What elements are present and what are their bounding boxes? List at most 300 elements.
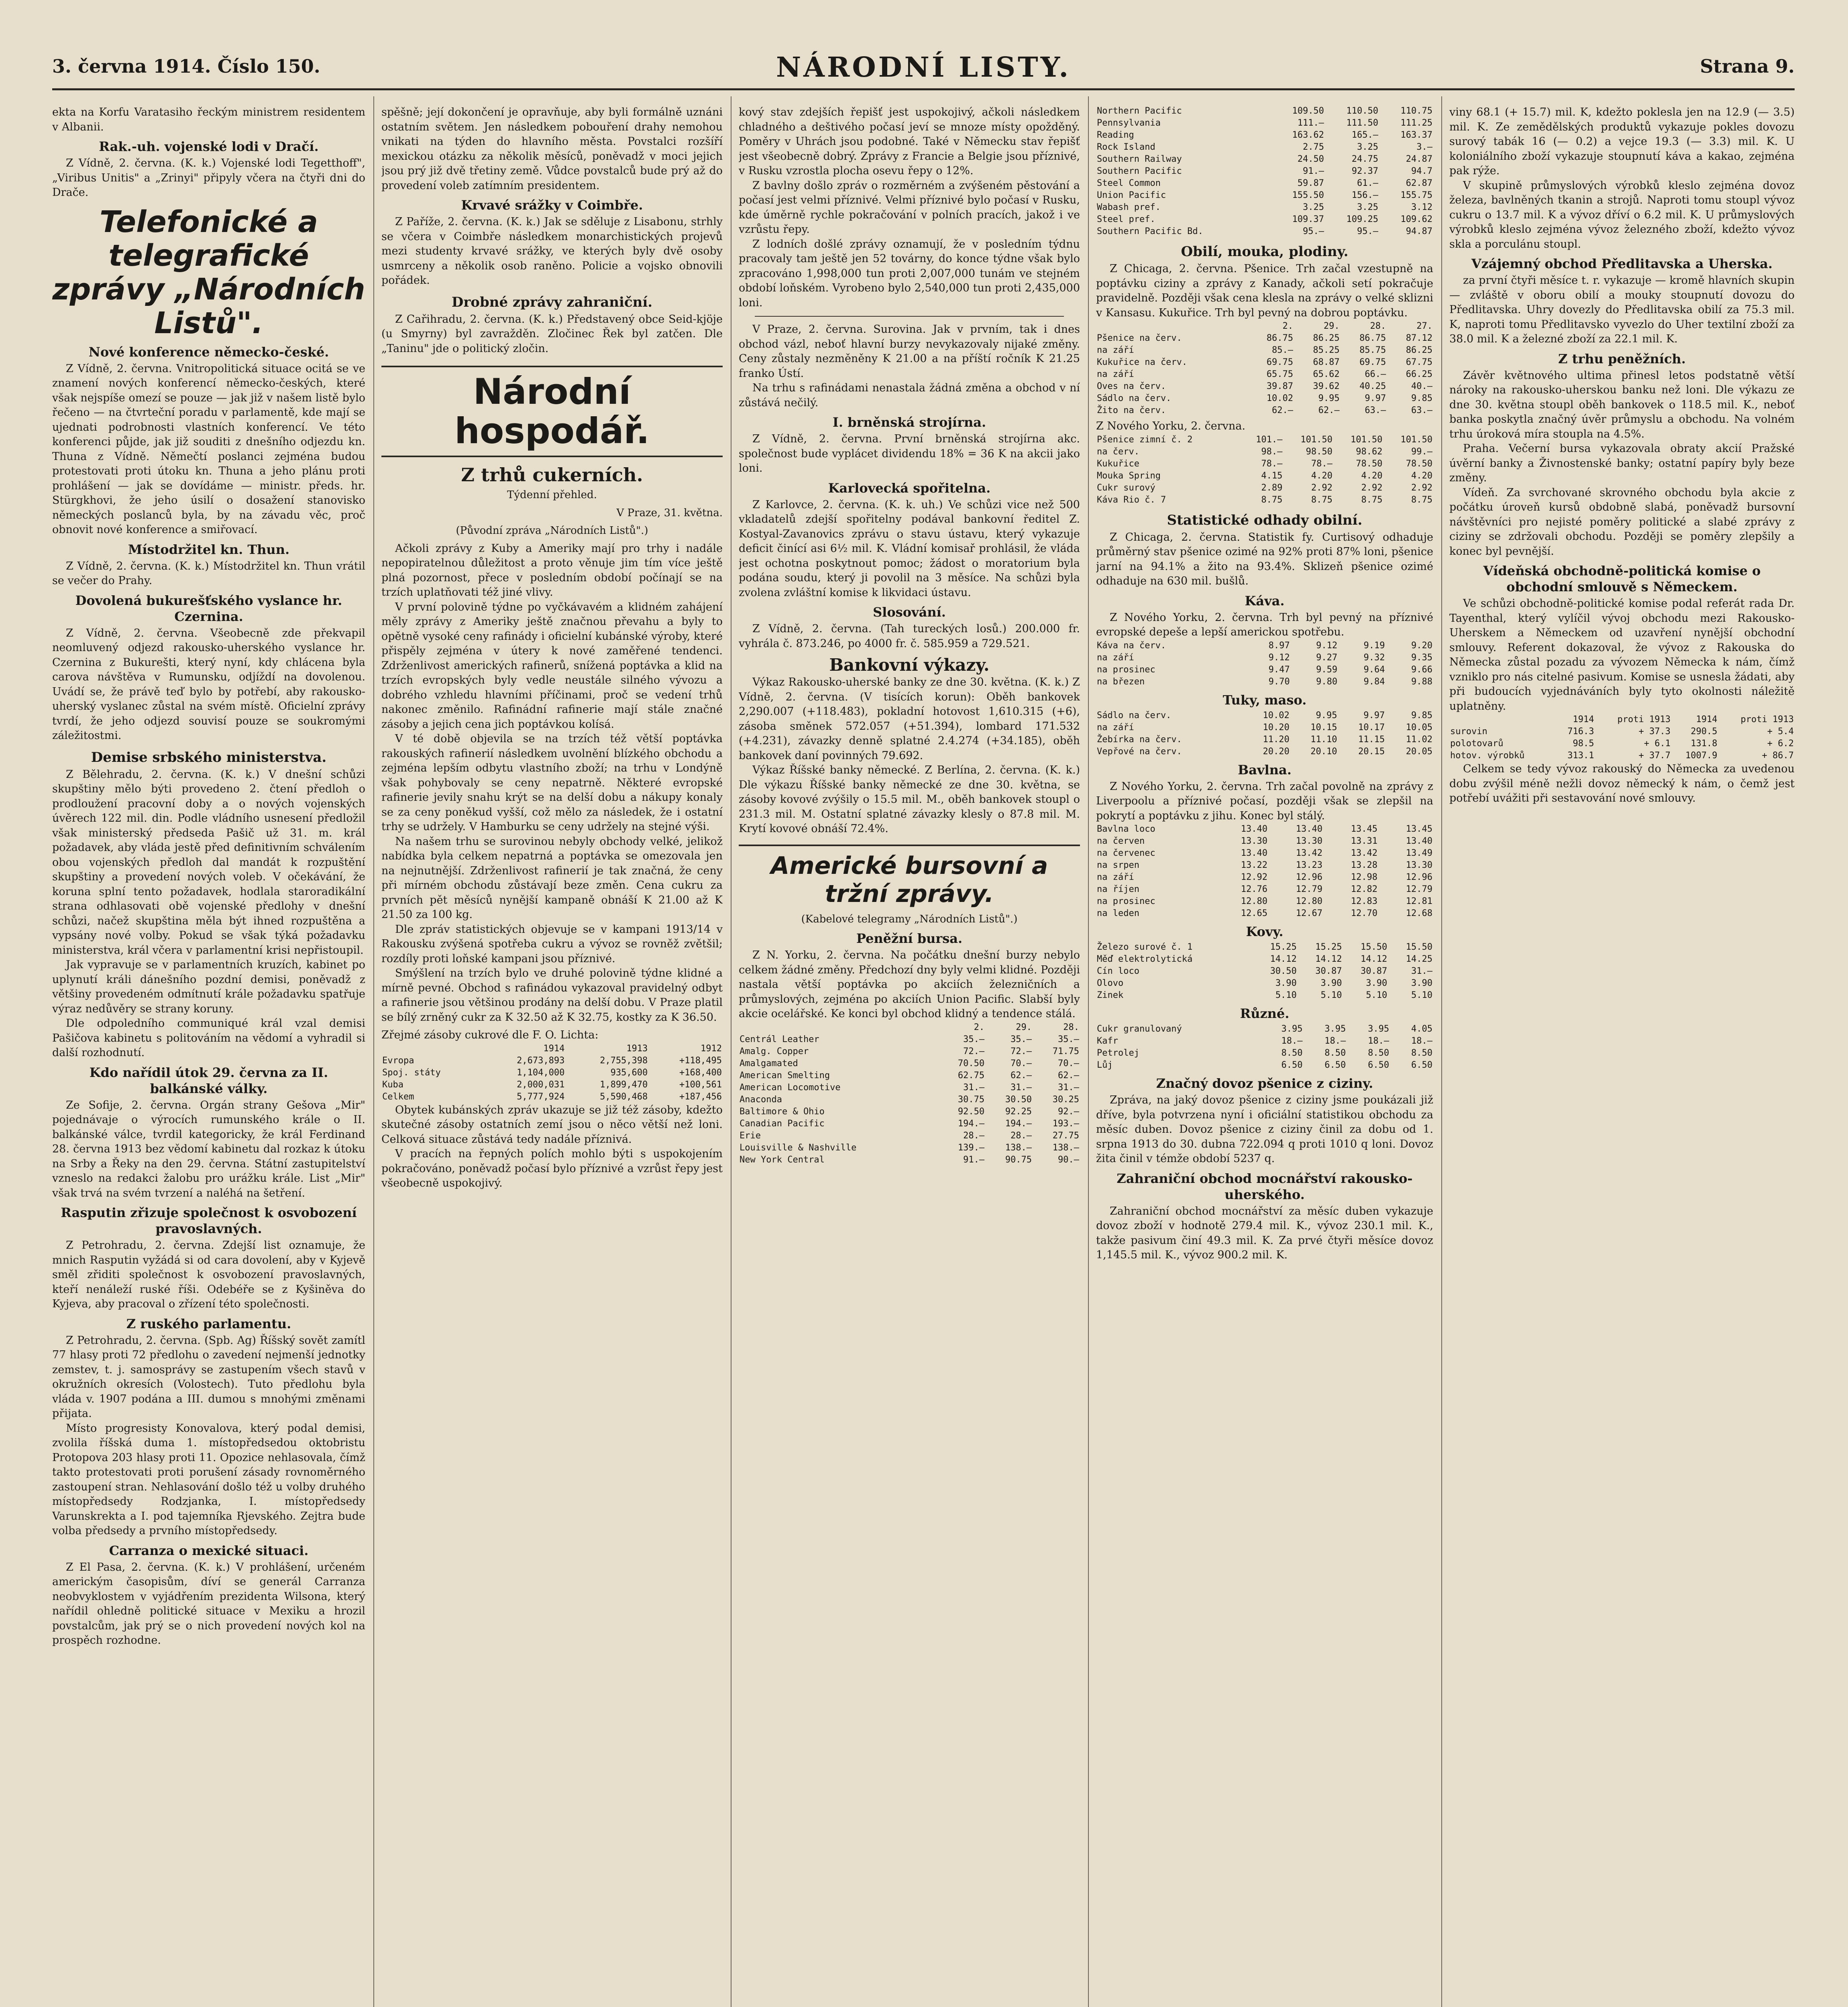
article-text: Z Vídně, 2. června. (Tah tureckých losů.) 200.000 fr. vyhrála č. 873.246, po 4000 fr. č. 585.959 a 729.521. <box>739 623 1080 650</box>
column-2 <box>381 105 723 2007</box>
cell-value: 163.62 <box>1292 130 1324 140</box>
table-row <box>1096 989 1433 1001</box>
row-label: Káva na červ. <box>1097 640 1166 651</box>
cell-value: 40.25 <box>1359 381 1386 391</box>
cell-value: 101.50 <box>1400 434 1432 445</box>
sugar-stock-table <box>381 1043 723 1103</box>
cell-value: 1,899,470 <box>600 1079 648 1090</box>
article-heading: Carranza o mexické situaci. <box>109 1543 309 1558</box>
table-row <box>1096 470 1433 482</box>
cell-value: 194.— <box>1005 1118 1032 1129</box>
row-label: na září <box>1097 722 1134 733</box>
cell-value: 139.— <box>958 1142 985 1153</box>
cell-value: 20.15 <box>1358 746 1385 757</box>
article-text: Z Bělehradu, 2. června. (K. k.) V dnešní schůzi skupštiny mělo býti provedeno 2. čtení předloh o prodloužení pracovní doby a o nových vojenských úvěrech 122 mil. din. Podle vládního usnesení předložil však ministerský předseda Pašič už 31. m. král požadavek, aby vláda jestě před definitivním schválením obou vojenských předloh dal mandát k rozpuštění skupštiny a provedení nových voleb. V očekávání, že koruna splní tento požadavek, hodlala staroradikální strana odhlasovati obě vojenské předlohy v dnešní schůzi, načež skupština měla být ihned rozpuštěna a vypsány nové volby. Pokud se však týká požadavku ministerstva, král včera v parlamentní krisi nepřistoupil. <box>52 768 365 957</box>
row-label: Kafr <box>1097 1036 1118 1046</box>
table-row <box>1096 953 1433 965</box>
cell-value: 9.47 <box>1268 664 1290 675</box>
cell-value: 31.— <box>1011 1082 1032 1093</box>
table-row <box>1096 652 1433 664</box>
row-label: hotov. výrobků <box>1450 751 1525 761</box>
cell-value: 11.20 <box>1263 734 1290 745</box>
cell-value: 29. <box>1323 321 1340 331</box>
lard-meat-prices-table <box>1096 710 1433 758</box>
article-heading: Demise srbského ministerstva. <box>91 749 327 765</box>
cell-value: 20.10 <box>1310 746 1337 757</box>
cell-value: 98.— <box>1261 446 1283 457</box>
newspaper-title: NÁRODNÍ LISTY. <box>776 51 1071 83</box>
cell-value: 1007.9 <box>1685 751 1718 761</box>
cell-value: 3.12 <box>1411 202 1432 212</box>
table-row <box>739 1070 1080 1082</box>
article-text: za první čtyři měsíce t. r. vykazuje — kromě hlavních skupin — zvláště v oboru obilí a mouky stoupnutí dovozu do Předlitavska. Uhry dovezly do Předlitavska obilí za 75.3 mil. K, naproti tomu Předlitavsko vyvezlo do Uher textilní zboží za 38.0 mil. K a železné zboží za 22.1 mil. K. <box>1449 274 1795 345</box>
cell-value: 62.87 <box>1406 178 1432 188</box>
cell-value: 72.— <box>1011 1046 1032 1056</box>
article-heading: Drobné zprávy zahraniční. <box>451 294 653 310</box>
cell-value: 92.37 <box>1351 166 1378 176</box>
source-note: (Kabelové telegramy „Národních Listů".) <box>801 913 1018 925</box>
article-text: Celkem se tedy vývoz rakouský do Německa za uvedenou dobu zvýšil méně nežli dovoz německý k nám, o čemž jest potřebí uvážiti při sestavování nové smlouvy. <box>1449 763 1795 804</box>
cell-value: 2.92 <box>1361 482 1383 493</box>
row-label: Louisville & Nashville <box>740 1142 857 1153</box>
article-heading: Statistické odhady obilní. <box>1167 512 1363 528</box>
cell-value: 9.66 <box>1411 664 1432 675</box>
cell-value: 2. <box>974 1022 985 1032</box>
cell-value: 2,000,031 <box>517 1079 565 1090</box>
article-text: Z Chicaga, 2. června. Pšenice. Trh začal vzestupně na poptávku ciziny a zprávy z Kanady, ačkoli setí pokračuje pravidelně. Později však cena klesla na zprávy o velké sklizni v Kansasu. Kukuřice. Trh byl pevný na dobrou poptávku. <box>1096 263 1433 319</box>
cell-value: 12.65 <box>1241 908 1267 918</box>
cell-value: 78.— <box>1311 458 1333 469</box>
row-label: na srpen <box>1097 860 1139 870</box>
cell-value: 18.— <box>1324 1036 1346 1046</box>
cell-value: 12.70 <box>1351 908 1377 918</box>
row-label: Žebírka na červ. <box>1097 734 1182 745</box>
cell-value: 8.50 <box>1281 1048 1303 1058</box>
cell-value: 40.— <box>1411 381 1432 391</box>
cell-value: 12.81 <box>1406 896 1432 906</box>
table-row <box>381 1091 723 1103</box>
cell-value: 13.42 <box>1296 848 1322 858</box>
cell-value: 3.90 <box>1275 978 1297 988</box>
cell-value: 10.20 <box>1263 722 1290 733</box>
cell-value: 9.95 <box>1316 710 1337 721</box>
cell-value: 313.1 <box>1567 751 1594 761</box>
cell-value: 101.50 <box>1300 434 1333 445</box>
article-text: V pracích na řepných polích mohlo býti s uspokojením pokračováno, poněvadž počasí bylo příznivé a vzrůst řepy jest všeobecně uspokojivý. <box>381 1148 723 1189</box>
article-heading: Bavlna. <box>1238 762 1292 778</box>
railway-quotes-table <box>1096 105 1433 238</box>
table-row <box>1096 859 1433 871</box>
cell-value: 13.23 <box>1296 860 1322 870</box>
row-label: American Smelting <box>740 1070 830 1081</box>
cell-value: 9.85 <box>1411 393 1432 403</box>
table-row <box>1096 746 1433 758</box>
cell-value: 109.25 <box>1346 214 1378 224</box>
table-row <box>1096 734 1433 746</box>
article-text: Z N. Yorku, 2. června. Na počátku dnešní burzy nebylo celkem žádné změny. Předchozí dny byly velmi klidné. Později nastala větší poptávka po akciích železničních a průmyslových, zejména po akciích Union Pacific. Slabší byly akcie ocelářské. Ke konci byl obchod klidný a tendence stálá. <box>739 949 1080 1020</box>
cell-value: 13.22 <box>1241 860 1267 870</box>
cell-value: 8.75 <box>1311 495 1333 505</box>
table-row <box>1096 214 1433 226</box>
cell-value: 10.02 <box>1266 393 1294 403</box>
table-row <box>1096 710 1433 722</box>
table-row <box>1096 129 1433 141</box>
article-text: Praha. Večerní bursa vykazovala obraty akcií Pražské úvěrní banky a Živnostenské banky; ostatní papíry byly beze změny. <box>1449 442 1795 484</box>
cell-value: 31.— <box>1058 1082 1079 1093</box>
row-label: Steel pref. <box>1097 214 1155 224</box>
cell-value: 13.42 <box>1351 848 1377 858</box>
article-heading: Z trhů cukerních. <box>461 464 643 486</box>
row-label: Železo surové č. 1 <box>1097 942 1193 952</box>
table-row <box>1096 494 1433 506</box>
article-heading: Vzájemný obchod Předlitavska a Uherska. <box>1471 256 1773 271</box>
article-text: V Praze, 2. června. Surovina. Jak v prvním, tak i dnes obchod vázl, neboť hlavní burzy nevykazovaly nijaké změny. Ceny zůstaly nezměněny K 21.00 a na příští ročník K 21.25 franko Ústí. <box>739 323 1080 380</box>
cell-value: 12.76 <box>1241 884 1267 894</box>
table-row <box>1096 381 1433 393</box>
cell-value: 27. <box>1416 321 1432 331</box>
cell-value: 87.12 <box>1406 333 1432 343</box>
cell-value: 9.12 <box>1316 640 1338 651</box>
cell-value: 1913 <box>626 1043 648 1054</box>
table-row <box>1096 977 1433 989</box>
row-label: Wabash pref. <box>1097 202 1161 212</box>
table-row <box>1096 446 1433 458</box>
cell-value: 5.10 <box>1320 990 1342 1000</box>
cell-value: 62.— <box>1272 405 1294 415</box>
cell-value: 71.75 <box>1052 1046 1079 1056</box>
cell-value: 91.— <box>963 1154 985 1165</box>
cell-value: 3.— <box>1416 142 1432 152</box>
cell-value: 8.75 <box>1261 495 1283 505</box>
cell-value: 31.— <box>963 1082 985 1093</box>
cell-value: 110.50 <box>1346 106 1378 116</box>
row-label: polotovarů <box>1450 739 1504 749</box>
cell-value: 65.62 <box>1313 369 1340 379</box>
table-row <box>1096 189 1433 202</box>
section-banner: Národní hospodář. <box>381 366 723 457</box>
row-label: American Locomotive <box>740 1082 841 1093</box>
cell-value: 65.75 <box>1266 369 1294 379</box>
row-label: Cukr granulovaný <box>1097 1024 1182 1034</box>
cell-value: 31.— <box>1411 966 1432 976</box>
table-row <box>1096 1047 1433 1059</box>
cotton-prices-table <box>1096 823 1433 920</box>
article-heading: Krvavé srážky v Coimbře. <box>461 197 643 213</box>
table-row <box>1096 141 1433 153</box>
cell-value: 14.12 <box>1270 954 1297 964</box>
table-row <box>1096 1059 1433 1071</box>
cell-value: 39.62 <box>1313 381 1340 391</box>
article-text: spěšně; její dokončení je opravňuje, aby byli formálně uznáni ostatním světem. Jen následkem pobouření drahy nemohou vnikati na týden do hlavního města. Povstalci rozšíří mexickou otázku za několik měsíců, poněvadž v moci jejich jsou prý již dvě třetiny země. Vůdce povstalců bude prý až do provedení voleb zatímním presidentem. <box>381 106 723 192</box>
row-label: Měď elektrolytická <box>1097 954 1193 964</box>
cell-value: 12.96 <box>1296 872 1322 882</box>
cell-value: 78.50 <box>1406 458 1432 469</box>
article-heading: Místodržitel kn. Thun. <box>128 541 290 557</box>
cell-value: + 5.4 <box>1767 727 1794 737</box>
article-text: Z Vídně, 2. června. (K. k.) Místodržitel kn. Thun vrátil se večer do Prahy. <box>52 560 365 587</box>
row-label: Olovo <box>1097 978 1124 988</box>
article-text: Z Vídně, 2. června. (K. k.) Vojenské lodi Tegetthoff", „Viribus Unitis" a „Zrinyi" připyly včera na čtyři dni do Drače. <box>52 157 365 199</box>
table-row <box>1096 344 1433 356</box>
cell-value: + 6.2 <box>1767 739 1794 749</box>
cell-value: 95.— <box>1302 226 1324 236</box>
article-text: Z Karlovce, 2. června. (K. k. uh.) Ve schůzi vice než 500 vkladatelů zdejší spořitelny podával bankovní ředitel Z. Kostyal-Zavanovics zprávu o stavu ústavu, který vykazuje deficit činící asi 6½ mil. K. Vládní komisař prohlásil, že vláda jest ochotna poskytnout pomoc; žádost o moratorium byla podána soudu, který ji povolil na 3 měsíce. Na schůzi byla zvolena zvláštní komise k likvidaci ústavu. <box>739 498 1080 599</box>
article-text: Výkaz Říšské banky německé. Z Berlína, 2. června. (K. k.) Dle výkazu Říšské banky německé ze dne 30. května, se zásoby kovové zvýšily o 15.5 mil. M., oběh bankovek stoupl o 231.3 mil. M. Ostatní splatné závazky klesly o 87.8 mil. M. Krytí kovové obnáší 72.4%. <box>739 764 1080 835</box>
cell-value: 69.75 <box>1266 357 1294 367</box>
article-text: Zahraniční obchod mocnářství za měsíc duben vykazuje dovoz zboží v hodnotě 279.4 mil. K., vývoz 230.1 mil. K., takže pasivum činí 49.3 mil. K. Za prvé čtyři měsíce dovoz 1,145.5 mil. K., vývoz 900.2 mil. K. <box>1096 1205 1433 1261</box>
row-label: Petrolej <box>1097 1048 1139 1058</box>
row-label: Canadian Pacific <box>740 1118 825 1129</box>
article-text: kový stav zdejších řepišť jest uspokojivý, ačkoli následkem chladného a deštivého počasí jeví se mnoze místy opožděný. Poměry v Uhrách jsou podobné. Také v Německu stav řepišť jest všeobecně dobrý. Zprávy z Francie a Belgie jsou příznivé, v Rusku vzrostla plocha osevu řepy o 12%. <box>739 106 1080 177</box>
cell-value: 6.50 <box>1411 1060 1432 1070</box>
row-label: na prosinec <box>1097 896 1155 906</box>
row-label: Lůj <box>1097 1060 1113 1070</box>
article-heading: Dovolená bukurešťského vyslance hr. Czernina. <box>75 592 342 624</box>
cell-value: 24.75 <box>1351 154 1378 164</box>
cell-value: 12.67 <box>1296 908 1322 918</box>
row-label: na červen <box>1097 836 1145 846</box>
row-label <box>1096 320 1247 332</box>
table-row <box>739 1154 1080 1166</box>
cell-value: 72.— <box>963 1046 985 1056</box>
article-text: Ačkoli zprávy z Kuby a Ameriky mají pro trhy i nadále nepopiratelnou důležitost a proto věnuje jim tím více ještě plná pozornost, přece v posledním období počínají se na trzích uplatňovati též jiné vlivy. <box>381 542 723 598</box>
table-row <box>1096 676 1433 688</box>
row-label: Reading <box>1097 130 1134 140</box>
table-row <box>1096 458 1433 470</box>
row-label: Mouka Spring <box>1097 470 1161 481</box>
row-label: Northern Pacific <box>1097 106 1182 116</box>
cell-value: 101.— <box>1256 434 1283 445</box>
table-row <box>739 1034 1080 1046</box>
cell-value: 11.15 <box>1358 734 1385 745</box>
article-text: Výkaz Rakousko-uherské banky ze dne 30. května. (K. k.) Z Vídně, 2. června. (V tisících korun): Oběh bankovek 2,290.007 (+118.483), pokladní hotovost 1,610.315 (+6), zásoba směnek 572.057 (+51.394), lombard 171.532 (+4.231), závazky denně splatné 2.4.274 (+34.185), oběh bankovek daní povinných 79.692. <box>739 676 1080 762</box>
misc-prices-table <box>1096 1023 1433 1071</box>
cell-value: 85.75 <box>1359 345 1386 355</box>
cell-value: 14.25 <box>1406 954 1432 964</box>
row-label: Žito na červ. <box>1097 405 1166 415</box>
issue-date: 3. června 1914. Číslo 150. <box>52 55 320 77</box>
cell-value: 13.30 <box>1406 860 1432 870</box>
table-header <box>739 1022 1080 1034</box>
cell-value: 5.10 <box>1411 990 1432 1000</box>
row-label: Sádlo na červ. <box>1097 393 1172 403</box>
article-text: Z Nového Yorku, 2. června. Trh byl pevný na příznivé evropské depeše a lepší americkou spotřebu. <box>1096 611 1433 638</box>
cell-value: 5,590,468 <box>600 1091 648 1102</box>
cell-value: 2.92 <box>1411 482 1432 493</box>
article-text: Z El Pasa, 2. června. (K. k.) V prohlášení, určeném americkým časopisům, díví se generál Carranza neobvyklostem v vyjádřením prezidenta Wilsona, který nařídil ohledně politické situace v Mexiku a hrozil povstalcům, jak prý se o nich provedení nových kol na prospěch rozhodne. <box>52 1561 365 1647</box>
article-text: viny 68.1 (+ 15.7) mil. K, kdežto poklesla jen na 12.9 (— 3.5) mil. K. Ze zemědělských produktů vykazuje pokles dovozu surový tabák 16 (— 0.2) a vejce 19.3 (— 3.3) mil. K. U koloniálního zboží vykazuje stoupnutí káva a kakao, zejména pak rýže. <box>1449 106 1795 177</box>
row-label: Cukr surový <box>1097 482 1155 493</box>
table-row <box>1096 908 1433 920</box>
cell-value: 13.31 <box>1351 836 1377 846</box>
cell-value: 10.05 <box>1406 722 1432 733</box>
cell-value: 98.50 <box>1306 446 1333 457</box>
cell-value: 86.25 <box>1313 333 1340 343</box>
table-row <box>739 1130 1080 1142</box>
cell-value: 90.— <box>1058 1154 1079 1165</box>
article-text: Z Vídně, 2. června. Všeobecně zde překvapil neomluvený odjezd rakousko-uherského vyslance hr. Czernina z Bukurešti, který nyní, kdy chlácena byla carova návštěva v Rumunsku, odjíždí na dovolenou. Uvádí se, že právě teď bylo by potřebí, aby rakousko-uherský vyslanec zůstal na svém místě. Oficielní zprávy tvrdí, že jeho odjezd souvisí pouze se soukromými záležitostmi. <box>52 627 365 742</box>
article-text: Z bavlny došlo zpráv o rozměrném a zvýšeném pěstování a počasí jest velmi příznivé. Velmi příznivé bylo počasí v Rusku, kde úměrně rychle pokračování v polních pracích, jakož i ve vzrůstu řepy. <box>739 179 1080 236</box>
article-heading: Rasputin zřizuje společnost k osvobození pravoslavných. <box>61 1205 357 1236</box>
cell-value: 98.5 <box>1573 739 1594 749</box>
cell-value: 35.— <box>963 1034 985 1044</box>
cell-value: 30.50 <box>1005 1094 1032 1105</box>
cell-value: 3.90 <box>1366 978 1388 988</box>
row-label: na září <box>1097 652 1134 663</box>
cell-value: 4.20 <box>1361 470 1383 481</box>
row-label: Vepřové na červ. <box>1097 746 1182 757</box>
table-row <box>381 1067 723 1079</box>
cell-value: 9.20 <box>1411 640 1432 651</box>
cell-value: 9.85 <box>1411 710 1432 721</box>
row-label: Zinek <box>1097 990 1124 1000</box>
cell-value: 28.— <box>1011 1130 1032 1141</box>
cell-value: 62.75 <box>958 1070 985 1081</box>
article-heading: Slosování. <box>873 605 946 620</box>
cell-value: 12.80 <box>1296 896 1322 906</box>
article-text: Z Paříže, 2. června. (K. k.) Jak se sděluje z Lisabonu, strhly se včera v Coimbře následkem monarchistických projevů mezi studenty krvavé srážky, ve kterých byly dvě osoby usmrceny a několik osob raněno. Policie a vojsko obnovili pořádek. <box>381 216 723 287</box>
cell-value: 9.97 <box>1365 393 1386 403</box>
new-york-prices-table <box>1096 434 1433 506</box>
cell-value: 111.50 <box>1346 118 1378 128</box>
table-header <box>381 1043 723 1055</box>
row-label: na září <box>1097 369 1134 379</box>
article-text: Závěr květnového ultima přinesl letos podstatně větší nároky na rakousko-uherskou banku než loni. Dle výkazu ze dne 30. května stoupl oběh bankovek o 118.5 mil. K., neboť banka poskytla značný úvěr průmyslu a obchodu. Na volném trhu úroková míra stoupla na 4.5%. <box>1449 369 1795 440</box>
article-text: V skupině průmyslových výrobků kleslo zejména dovoz železa, bavlněných tkanin a strojů. Naproti tomu stoupl vývoz cukru o 13.7 mil. K a vývoz dříví o 6.2 mil. K. U průmyslových výrobků kleslo zejména vývoz železného zboží, kdežto vývoz skla a porculánu stoupl. <box>1449 179 1795 250</box>
cell-value: 2,755,398 <box>600 1055 648 1066</box>
table-row <box>739 1118 1080 1130</box>
column-rule <box>1088 96 1089 2007</box>
cell-value: 5,777,924 <box>517 1091 565 1102</box>
article-text: Z Chicaga, 2. června. Statistik fy. Curtisový odhaduje průměrný stav pšenice ozimé na 92% proti 87% loni, pšenice jarní na 94.1% a žito na 93.4%. Sklizeň pšenice ozimé odhaduje na 630 mil. bušlů. <box>1096 531 1433 587</box>
cell-value: 8.50 <box>1368 1048 1390 1058</box>
row-label: Union Pacific <box>1097 190 1166 200</box>
row-label: Southern Pacific <box>1097 166 1182 176</box>
cell-value: 13.40 <box>1406 836 1432 846</box>
cell-value: 8.75 <box>1361 495 1383 505</box>
table-row <box>1096 640 1433 652</box>
cell-value: 86.75 <box>1359 333 1386 343</box>
cell-value: 9.12 <box>1268 652 1290 663</box>
source-note: (Původní zpráva „Národních Listů".) <box>456 525 648 537</box>
cell-value: 9.97 <box>1363 710 1385 721</box>
cell-value: 12.98 <box>1351 872 1377 882</box>
table-row <box>739 1082 1080 1094</box>
article-text: Z Cařihradu, 2. června. (K. k.) Představený obce Seid-kjöje (u Smyrny) byl zavražděn. Zločinec Řek byl zatčen. Dle „Taninu" jde o politický zločin. <box>381 313 723 355</box>
cell-value: 3.95 <box>1368 1024 1390 1034</box>
table-row <box>1096 847 1433 859</box>
table-row <box>1096 202 1433 214</box>
article-text: Ze Sofije, 2. června. Orgán strany Gešova „Mir" pojednávaje o výrocích rumunského krále o II. balkánské válce, tvrdil kategoricky, že král Ferdinand 28. června 1913 bez vědomí kabinetu dal rozkaz k útoku na Srby a Řeky na den 29. června. Státní zastupitelství vzneslo na redakci žalobu pro urážku krále. List „Mir" však trvá na svém tvrzení a naléhá na šetření. <box>52 1099 365 1199</box>
row-label: Cín loco <box>1097 966 1139 976</box>
divider <box>755 316 1064 317</box>
cell-value: 68.87 <box>1313 357 1340 367</box>
article-heading: Tuky, maso. <box>1222 692 1307 708</box>
cell-value: 62.— <box>1011 1070 1032 1081</box>
cell-value: 156.— <box>1351 190 1378 200</box>
article-heading: Z ruského parlamentu. <box>126 1316 291 1331</box>
cell-value: 99.— <box>1411 446 1432 457</box>
row-label: Pennsylvania <box>1097 118 1161 128</box>
table-row <box>1096 356 1433 368</box>
cell-value: 12.80 <box>1241 896 1267 906</box>
article-heading: Kovy. <box>1246 924 1284 939</box>
cell-value: 9.95 <box>1318 393 1340 403</box>
cell-value: 9.35 <box>1411 652 1432 663</box>
cell-value: 13.30 <box>1296 836 1322 846</box>
article-text: Vídeň. Za svrchované skrovného obchodu byla akcie z počátku úroveň kursů obdobně slabá, poněvadž bursovní návštěvníci pro nejisté poměry politické a slabé zprávy z ciziny se zdržovali obchodu. Později se poměry zlepšily a konec byl pevnější. <box>1449 486 1795 558</box>
cell-value: 9.70 <box>1268 676 1290 687</box>
cell-value: 98.62 <box>1356 446 1383 457</box>
article-text: V té době objevila se na trzích též větší poptávka rakouských rafinerií následkem uvolnění blízkého obchodu a zejména lepším odbytu vlastního zboží; na trhu v Londýně však pohybovaly se ceny nepatrně. Některé evropské rafinerie jevily snahu krýt se na delší dobu a nákupy konaly se za ceny poněkud vyšší, což mělo za následek, že i ostatní trhy se udržely. V Hamburku se ceny udržely na stejné výši. <box>381 733 723 833</box>
trade-table <box>1449 714 1795 762</box>
row-label: Southern Pacific Bd. <box>1097 226 1203 236</box>
cell-value: 111.25 <box>1400 118 1432 128</box>
article-heading: Kdo nařídil útok 29. června za II. balkánské války. <box>89 1065 328 1096</box>
cell-value: 194.— <box>958 1118 985 1129</box>
masthead <box>52 48 1795 90</box>
article-heading: Značný dovoz pšenice z ciziny. <box>1156 1076 1373 1091</box>
cell-value: 92.— <box>1058 1106 1079 1117</box>
row-label: Centrál Leather <box>740 1034 819 1044</box>
article-text: Na našem trhu se surovinou nebyly obchody velké, jelikož nabídka byla celkem nepatrná a poptávka se omezovala jen na nejnutnější. Zdrženlivost rafinerií je tak značná, že ceny při mírném obchodu zůstávají beze změn. Cena cukru za prvních pět měsíců nynější kampaně obnáší K 21.00 až K 21.50 za 100 kg. <box>381 835 723 921</box>
cell-value: 18.— <box>1281 1036 1303 1046</box>
cell-value: 24.87 <box>1406 154 1432 164</box>
article-text: V první polovině týdne po vyčkávavém a klidném zahájení měly zprávy z Ameriky ještě značnou převahu a byly to opětně vysoké ceny rafinády i oficielní kubánské výroby, které přispěly zejména v útery k nové zaměřené tendenci. Zdrženlivost amerických rafinerů, snížená poptávka a klid na trzích evropských byly vedle neustále silného vývozu a dobrého vzhledu hlavními příčinami, proč se vedení trhů nakonec změnilo. Rafinádní rafinerie mají stále značné zásoby a jejich cena jich poptávkou kolísá. <box>381 600 723 731</box>
article-text: Z Vídně, 2. června. První brněnská strojírna akc. společnost bude vyplácet dividendu 18% = 36 K na akcii jako loni. <box>739 433 1080 474</box>
cell-value: 155.50 <box>1292 190 1324 200</box>
cell-value: 13.45 <box>1351 824 1377 834</box>
article-text: Z Petrohradu, 2. června. Zdejší list oznamuje, že mnich Rasputin vyžádá si od cara dovolení, aby v Kyjevě směl zřiditi společnost k osvobození pravoslavných, kteří nenáleží ruské říši. Odebéře se z Kyšiněva do Kyjeva, aby pracoval o zřízení této společnosti. <box>52 1239 365 1310</box>
column-1 <box>52 105 365 2007</box>
cell-value: 13.30 <box>1241 836 1267 846</box>
row-label: Celkem <box>382 1091 414 1102</box>
cell-value: 3.95 <box>1281 1024 1303 1034</box>
row-label: na březen <box>1097 676 1145 687</box>
cell-value: 290.5 <box>1691 727 1718 737</box>
cell-value: 9.88 <box>1411 676 1432 687</box>
row-label: Kuba <box>382 1079 403 1090</box>
cell-value: 10.15 <box>1310 722 1337 733</box>
row-label: Sádlo na červ. <box>1097 710 1172 721</box>
cell-value: 3.90 <box>1320 978 1342 988</box>
cell-value: 78.— <box>1261 458 1283 469</box>
cell-value: 12.79 <box>1406 884 1432 894</box>
cell-value: 12.68 <box>1406 908 1432 918</box>
table-row <box>1096 393 1433 405</box>
row-label: Baltimore & Ohio <box>740 1106 825 1117</box>
cell-value: 1,104,000 <box>517 1067 565 1078</box>
cell-value: 3.25 <box>1357 142 1378 152</box>
cell-value: 2.92 <box>1311 482 1333 493</box>
cell-value: 28. <box>1063 1022 1079 1032</box>
table-row <box>1096 941 1433 953</box>
cell-value: 92.50 <box>958 1106 985 1117</box>
article-text: Z Petrohradu, 2. června. (Spb. Ag) Říšský sovět zamítl 77 hlasy proti 72 předlohu o zavedení nejmenší jednotky zemstev, t. j. samosprávy se zastupením všech stavů v okružních okresích (Volostech). Tuto předlohu byla vláda v. 1907 podána a III. dumou s mnohými změnami přijata. <box>52 1334 365 1420</box>
row-label: na prosinec <box>1097 664 1155 675</box>
cell-value: 91.— <box>1302 166 1324 176</box>
table-row <box>1449 750 1795 762</box>
table-row <box>1096 722 1433 734</box>
article-text: Smýšlení na trzích bylo ve druhé polovině týdne klidné a mírně pevné. Obchod s rafinádou vykazoval pravidelný odbyt a rafinerie jsou většinou prodány na delší dobu. V Praze platil se bílý zrněný cukr za K 32.50 až K 32.75, kostky za K 36.50. <box>381 967 723 1024</box>
cell-value: 9.64 <box>1363 664 1385 675</box>
article-text: Dle zpráv statistických objevuje se v kampani 1913/14 v Rakousku zvýšená spotřeba cukru a vývoz se rovněž zvětšil; rozdíly proti loňské kampani jsou příznivé. <box>381 923 723 965</box>
column-3 <box>739 105 1080 2007</box>
cell-value: +100,561 <box>679 1079 722 1090</box>
cell-value: 27.75 <box>1052 1130 1079 1141</box>
table-row <box>1096 823 1433 835</box>
cell-value: 14.12 <box>1361 954 1388 964</box>
